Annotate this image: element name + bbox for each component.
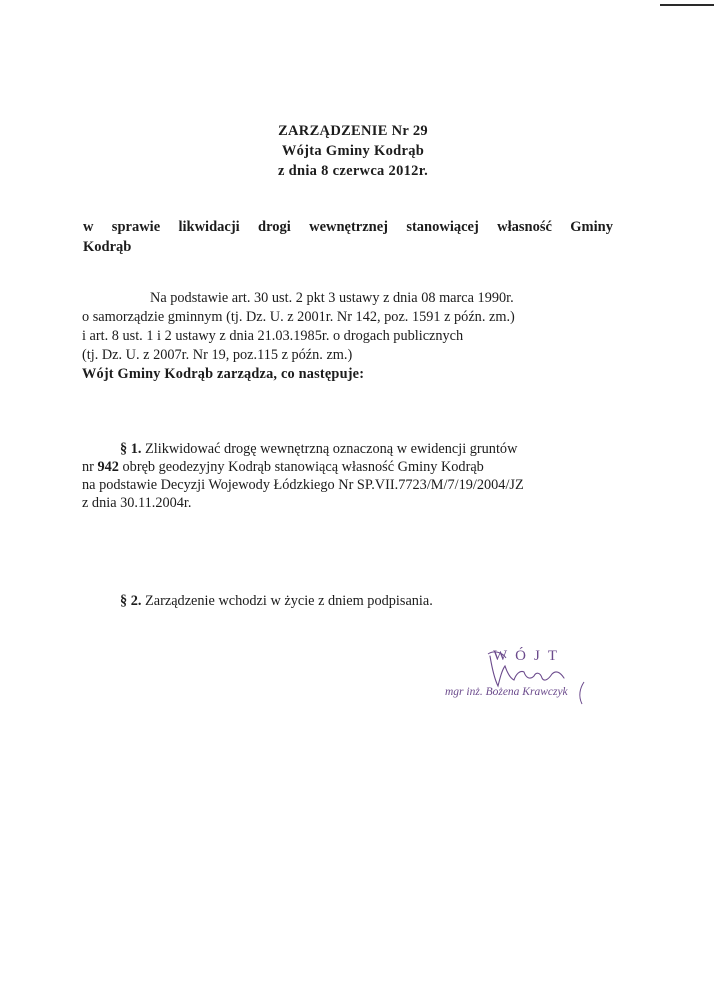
parcel-prefix: nr <box>82 459 94 475</box>
paragraph-1 <box>82 440 622 512</box>
paragraph-1-text: Zlikwidować drogę wewnętrzną oznaczoną w ewidencji gruntów <box>145 441 518 457</box>
subject-word: własność <box>497 219 552 235</box>
subject-word: wewnętrznej <box>309 219 389 235</box>
ordinance-title: ZARZĄDZENIE Nr 29 <box>278 123 428 139</box>
scan-edge-mark <box>660 4 714 6</box>
paragraph-1-line-1 <box>82 440 622 458</box>
subject-word: stanowiącej <box>406 219 479 235</box>
basis-line-4: (tj. Dz. U. z 2007r. Nr 19, poz.115 z późn. zm.) <box>82 347 353 363</box>
legal-basis <box>82 289 622 384</box>
subject-line-1 <box>83 217 613 237</box>
paragraph-1-line-4: z dnia 30.11.2004r. <box>82 495 192 511</box>
stamp-title: WÓJT <box>493 648 565 664</box>
subject-word: Gminy <box>570 219 613 235</box>
paragraph-1-line-2 <box>82 458 622 476</box>
paragraph-1-number: § 1. <box>120 441 142 457</box>
basis-decision-line: Wójt Gminy Kodrąb zarządza, co następuje: <box>82 366 365 382</box>
paragraph-2-text: Zarządzenie wchodzi w życie z dniem podpisania. <box>145 593 433 609</box>
subject-word: drogi <box>258 219 291 235</box>
subject-word: w <box>83 219 94 235</box>
parcel-description: obręb geodezyjny Kodrąb stanowiącą własność Gminy Kodrąb <box>122 459 484 475</box>
paragraph-2 <box>120 593 620 610</box>
subject-line-2: Kodrąb <box>83 239 132 255</box>
paragraph-1-line-3: na podstawie Decyzji Wojewody Łódzkiego Nr SP.VII.7723/M/7/19/2004/JZ <box>82 477 524 493</box>
ordinance-issuer: Wójta Gminy Kodrąb <box>281 143 425 159</box>
subject-word: likwidacji <box>178 219 240 235</box>
ordinance-date: z dnia 8 czerwca 2012r. <box>277 163 429 179</box>
ordinance-subject <box>83 217 613 257</box>
subject-word: sprawie <box>111 219 161 235</box>
handwritten-signature <box>480 648 600 710</box>
signatory-name: mgr inż. Bożena Krawczyk <box>445 686 568 698</box>
basis-line-2: o samorządzie gminnym (tj. Dz. U. z 2001r. Nr 142, poz. 1591 z późn. zm.) <box>82 309 515 325</box>
parcel-number: 942 <box>97 459 119 475</box>
basis-line-1: Na podstawie art. 30 ust. 2 pkt 3 ustawy z dnia 08 marca 1990r. <box>150 290 514 306</box>
basis-line-3: i art. 8 ust. 1 i 2 ustawy z dnia 21.03.1985r. o drogach publicznych <box>82 328 464 344</box>
paragraph-2-number: § 2. <box>120 593 142 609</box>
signature-stamp <box>445 648 615 710</box>
